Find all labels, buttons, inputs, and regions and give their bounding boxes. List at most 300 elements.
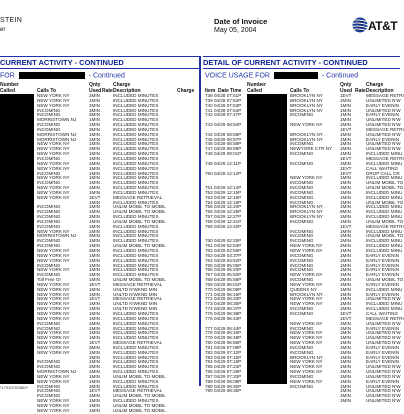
table-cell: INCOMING xyxy=(37,209,61,215)
table-cell: 3MIN xyxy=(89,126,100,132)
right-section-title: DETAIL OF CURRENT ACTIVITY - CONTINUED xyxy=(203,56,400,69)
table-cell: INCOMING xyxy=(37,325,61,331)
table-cell: UNLIMITED N'W xyxy=(366,296,401,302)
table-cell: UNLIMITED N'W xyxy=(366,97,401,103)
table-cell: INCLUDED MINUTES xyxy=(113,383,159,389)
table-cell: 1EVT xyxy=(340,93,352,98)
table-cell: INCOMING xyxy=(290,267,314,273)
table-cell: INCOMING xyxy=(290,310,314,316)
table-cell: 1MIN xyxy=(340,296,351,302)
table-cell: INCLUDED MINU xyxy=(366,238,403,244)
table-cell: 1MIN xyxy=(89,218,100,224)
table-cell: 1MIN xyxy=(340,291,351,297)
table-cell: 1MIN xyxy=(340,204,351,210)
table-cell: 1MIN xyxy=(340,340,351,346)
table-cell: INCLUDED MINUTES xyxy=(113,107,159,113)
left-calls-to-column xyxy=(37,93,89,413)
table-cell: MESSAGE RETRIEVAL xyxy=(113,281,163,287)
table-cell: BROOKLYN NY xyxy=(290,97,323,103)
table-cell: NEW YORK NY xyxy=(290,272,323,278)
table-cell: 1MIN xyxy=(340,180,351,186)
table-cell: NEWYORK CTR NY xyxy=(290,146,333,152)
table-cell: 744 04/29 08:55P xyxy=(205,131,242,137)
table-cell: 761 04/29 02:53P xyxy=(205,243,242,249)
table-cell: NEW YORK NY xyxy=(290,301,323,307)
table-cell: NEW YORK NY xyxy=(37,315,70,321)
table-cell: 1EVT xyxy=(89,281,101,287)
table-cell: 1MIN xyxy=(89,209,100,215)
table-cell: NEW YORK NY xyxy=(37,291,70,297)
table-cell: 1MIN xyxy=(340,286,351,292)
table-cell: MESSAGE RETRIEVAL xyxy=(113,388,163,394)
table-cell: NEW YORK NY xyxy=(37,102,70,108)
table-cell: 784 04/29 07:18P xyxy=(205,359,242,365)
right-item-date-time-column xyxy=(205,93,247,394)
table-cell: INCLUDED MINU xyxy=(366,160,403,166)
table-cell: INCOMING xyxy=(290,160,314,166)
table-cell: UNLIMITED N'W xyxy=(366,369,401,375)
table-cell: 1MIN xyxy=(89,136,100,142)
table-cell: UNLTD N'WKND MIN xyxy=(113,291,158,297)
table-cell: MESSAGE RETRIEVAL xyxy=(113,340,163,346)
table-cell: 1MIN xyxy=(340,117,351,123)
table-cell: INCLUDED MINU xyxy=(366,228,403,234)
table-cell: 774 04/29 06:37P xyxy=(205,306,242,312)
table-cell: 779 04/29 06:48P xyxy=(205,335,242,341)
table-cell: 752 04/29 12:15P xyxy=(205,189,242,195)
table-cell: UNLIMITED N'W xyxy=(366,383,401,389)
right-header-used-label: Used xyxy=(340,88,353,94)
table-cell: BROOKLYN NY xyxy=(290,131,323,137)
table-cell: MORRISTOWN NJ xyxy=(37,369,77,375)
table-cell: INCLUDED MINUTES xyxy=(113,398,159,404)
table-cell: INCOMING xyxy=(290,141,314,147)
table-cell: 2MIN xyxy=(89,146,100,152)
left-qnty-column xyxy=(89,93,103,413)
table-cell: NEW YORK NY xyxy=(37,194,70,200)
table-cell: NEW YORK NY xyxy=(37,378,70,384)
table-cell: INCOMING xyxy=(290,349,314,355)
table-cell: 1MIN xyxy=(89,223,100,229)
table-cell: MORRISTOWN NJ xyxy=(37,117,77,123)
table-cell: INCOMING xyxy=(290,218,314,224)
table-cell: NEW YORK NY xyxy=(37,165,70,171)
table-cell: INCLUDED MINUTES xyxy=(113,117,159,123)
table-cell: 1MIN xyxy=(89,165,100,171)
table-cell: UNLIMITED N'W xyxy=(366,398,401,404)
table-cell: INCLUDED MINUTES xyxy=(113,223,159,229)
table-cell: 1MIN xyxy=(340,189,351,195)
table-cell: NEW YORK NY xyxy=(290,359,323,365)
table-cell: INCLUDED MINU xyxy=(366,243,403,249)
table-cell: 742 04/29 07:47P xyxy=(205,112,242,118)
table-cell: NEW YORK NY xyxy=(290,281,323,287)
table-cell: INCOMING xyxy=(37,112,61,118)
table-cell: 1MIN xyxy=(340,238,351,244)
table-cell xyxy=(205,404,247,409)
table-cell: NEW YORK NY xyxy=(37,248,70,253)
left-numbers-redaction xyxy=(0,94,34,384)
table-cell: INCLUDED MINUTES xyxy=(113,315,159,321)
table-cell: 776 04/29 06:43P xyxy=(205,315,242,321)
table-cell: 1MIN xyxy=(89,180,100,186)
left-header-qnty-label: Qnty xyxy=(89,82,101,88)
table-cell: INCOMING xyxy=(290,277,314,283)
table-cell: INCLUDED MINU xyxy=(366,175,403,181)
table-cell: 1MIN xyxy=(89,155,100,161)
table-cell: INCOMING xyxy=(290,189,314,195)
right-header-qnty-label: Qnty xyxy=(340,82,352,88)
table-cell: 1MIN xyxy=(340,257,351,263)
table-cell: BROOKLYN NY xyxy=(290,136,323,142)
table-cell: 1MIN xyxy=(89,315,100,321)
table-cell: NEW YORK NY xyxy=(290,122,323,128)
table-cell: INCLUDED MINUTES xyxy=(113,238,159,244)
table-cell: 760 04/29 02:25P xyxy=(205,238,242,244)
table-cell: MESSAGE RETRIEVAL xyxy=(113,296,163,302)
table-cell: INCOMING xyxy=(37,155,61,161)
table-cell: 1MIN xyxy=(89,267,100,273)
table-cell: EARLY EVENIN xyxy=(366,354,400,360)
table-cell: INCLUDED MINUTES xyxy=(113,330,159,336)
table-cell: 767 04/29 05:50P xyxy=(205,272,242,278)
table-cell: NEW YORK NY xyxy=(37,349,70,355)
table-cell: INCLUDED MINUTES xyxy=(113,233,159,239)
document-barcode-id: *1752070S850* xyxy=(0,385,29,390)
table-cell: NEW YORK NY xyxy=(290,330,323,336)
table-cell: 3MIN xyxy=(89,233,100,239)
table-cell: NEW YORK NY xyxy=(37,335,70,341)
table-cell: UNLIMITED N'W xyxy=(366,335,401,341)
table-cell: INCLUDED MINU xyxy=(366,194,403,200)
table-cell: 1MIN xyxy=(340,122,351,128)
table-cell: 1MIN xyxy=(89,335,100,341)
table-cell: UNLIMITED N'W xyxy=(366,393,401,399)
table-cell: UNLIMITED N'W xyxy=(366,141,401,147)
table-cell: UNLIMITED N'W xyxy=(366,364,401,370)
table-cell: EARLY EVENIN xyxy=(366,136,400,142)
table-cell: 1EVT xyxy=(340,310,352,316)
table-cell: EARLY EVENIN xyxy=(366,281,400,287)
table-cell: INCOMING xyxy=(290,373,314,379)
table-cell: 1MIN xyxy=(89,257,100,263)
table-cell: 739 04/28 07:52P xyxy=(205,97,242,103)
table-cell: BROOKLYN NY xyxy=(290,102,323,108)
table-cell: 781 04/29 07:09P xyxy=(205,344,242,350)
table-cell: 1MIN xyxy=(89,189,100,195)
table-cell: 1MIN xyxy=(340,398,351,404)
table-cell: 3MIN xyxy=(89,112,100,118)
table-cell: NEW YORK NY xyxy=(290,243,323,249)
table-cell xyxy=(290,399,340,404)
table-cell: INCOMING xyxy=(37,262,61,268)
table-cell: NEW YORK NY xyxy=(37,175,70,181)
table-cell: 1MIN xyxy=(89,272,100,278)
left-header-called-label: Called xyxy=(0,88,16,94)
table-cell: NEW YORK NY xyxy=(37,97,70,103)
table-cell: 1MIN xyxy=(89,122,100,128)
table-cell: INCLUDED MINUTES xyxy=(113,93,159,98)
table-cell: UNLIM MOBIL TO MOBIL xyxy=(113,407,166,413)
table-cell: 790 04/29 08:35P xyxy=(205,388,242,394)
left-usage-subheader xyxy=(0,72,125,79)
table-cell: 747 04/29 08:59P xyxy=(205,146,242,152)
table-cell: 1MIN xyxy=(340,301,351,307)
table-cell: INCOMING xyxy=(37,170,61,176)
table-cell: UNLIMITED N'W xyxy=(366,146,401,152)
table-cell: UNLIM MOBIL TO xyxy=(366,180,404,186)
table-cell: INCOMING xyxy=(37,126,61,132)
right-header-calls-to: Calls To xyxy=(290,88,310,94)
table-cell: 2MIN xyxy=(89,354,100,360)
table-cell: BROOKLYN NY xyxy=(290,93,323,98)
table-cell: 1MIN xyxy=(340,107,351,113)
table-cell: UNLIM MOBIL TO xyxy=(366,199,404,205)
right-header-number-label: Number xyxy=(247,82,266,88)
table-cell: 1MIN xyxy=(340,233,351,239)
table-cell: INCLUDED MINUTES xyxy=(113,369,159,375)
table-cell: 1MIN xyxy=(340,97,351,103)
table-cell: INCLUDED MINU xyxy=(366,214,403,220)
table-cell: INCLUDED MINUTES xyxy=(113,359,159,365)
table-cell: 1MIN xyxy=(340,146,351,152)
table-cell: NEW YORK NY xyxy=(290,248,323,253)
table-cell: BROOKLYN NY xyxy=(290,214,323,220)
table-cell: 769 04/29 06:01P xyxy=(205,281,242,287)
right-desc-column xyxy=(366,93,404,404)
table-cell: 1MIN xyxy=(89,228,100,234)
table-cell: 1MIN xyxy=(340,218,351,224)
table-cell: 1MIN xyxy=(89,306,100,312)
right-header-time: Time xyxy=(230,88,242,94)
table-cell: 1MIN xyxy=(89,185,100,191)
table-cell: 1MIN xyxy=(89,310,100,316)
table-cell: MESSAGE RETRI xyxy=(366,155,404,161)
left-usage-suffix: - Continued xyxy=(88,72,125,80)
table-cell: 787 04/29 07:33P xyxy=(205,373,242,379)
table-cell: INCLUDED MINUTES xyxy=(113,272,159,278)
right-header-rate: Rate xyxy=(355,88,366,94)
table-cell: NEW YORK NY xyxy=(37,93,70,98)
table-cell: NEW YORK NY xyxy=(37,306,70,312)
table-cell: 1MIN xyxy=(89,320,100,326)
table-cell: 1MIN xyxy=(89,243,100,249)
table-cell: BROOKLYN NY xyxy=(290,291,323,297)
table-cell: 1MIN xyxy=(89,141,100,147)
table-cell: EARLY EVENIN xyxy=(366,257,400,263)
right-header-date: Date xyxy=(218,88,229,94)
table-cell: 783 04/29 07:15P xyxy=(205,354,242,360)
table-cell: 775 04/29 06:38P xyxy=(205,310,242,316)
table-cell: 748 04/29 09:01P xyxy=(205,151,242,157)
table-cell: INCOMING xyxy=(290,112,314,118)
table-cell: INCOMING xyxy=(37,180,61,186)
table-cell: INCLUDED MINUTES xyxy=(113,141,159,147)
table-cell: INCLUDED MINUTES xyxy=(113,199,159,205)
table-cell: UNLIMITED N'W xyxy=(366,122,401,128)
table-cell: 1MIN xyxy=(340,131,351,137)
table-cell: 2MIN xyxy=(340,243,351,249)
table-cell: 738 04/28 07:51P xyxy=(205,93,242,98)
table-cell: 755 04/29 12:20P xyxy=(205,204,242,210)
right-numbers-redaction xyxy=(247,94,287,384)
right-calls-to-column xyxy=(290,93,340,389)
table-cell: 1MIN xyxy=(89,252,100,258)
table-cell: INCOMING xyxy=(290,228,314,234)
table-cell: 1MIN xyxy=(89,378,100,384)
att-logo-text: AT&T xyxy=(368,19,398,33)
right-header-charge-desc: Charge Description xyxy=(366,82,394,94)
table-cell: MESSAGE RETRI xyxy=(366,93,404,98)
table-cell: 758 04/29 12:41P xyxy=(205,218,242,224)
table-cell: EARLY EVENIN xyxy=(366,272,400,278)
table-cell: UNLIM MOBIL TO MOBIL xyxy=(113,209,166,215)
table-cell: INCLUDED MINUTES xyxy=(113,364,159,370)
table-cell: 1MIN xyxy=(89,373,100,379)
table-cell: 759 04/29 12:42P xyxy=(205,223,242,229)
customer-name-fragment: STEIN xyxy=(0,17,23,24)
redaction-bar xyxy=(274,72,318,79)
table-cell: 1EVT xyxy=(89,296,101,302)
table-cell: MORRISTOWN NJ xyxy=(37,131,77,137)
table-cell: INCLUDED MINUTES xyxy=(113,214,159,220)
table-cell: 1MIN xyxy=(89,277,100,283)
table-cell: 788 04/29 08:08P xyxy=(205,378,242,384)
table-cell: 1MIN xyxy=(340,272,351,278)
table-cell: INCLUDED MINUTES xyxy=(113,189,159,195)
table-cell: UNLIMITED N'W xyxy=(366,117,401,123)
table-cell: UNLIMITED N'W xyxy=(366,330,401,336)
table-cell: 1MIN xyxy=(89,204,100,210)
table-cell: 1MIN xyxy=(340,306,351,312)
table-cell: UNLIMITED N'W xyxy=(366,131,401,137)
table-cell: 1MIN xyxy=(89,117,100,123)
table-cell: UNLIM MOBIL TO xyxy=(366,185,404,191)
table-cell: EARLY EVENIN xyxy=(366,349,400,355)
table-cell: UNLIM MOBIL TO xyxy=(366,277,404,283)
table-cell: INCOMING xyxy=(290,233,314,239)
table-cell: 1MIN xyxy=(340,102,351,108)
table-cell: UNLIM MOBIL TO MOBIL xyxy=(113,403,166,408)
table-cell: INCLUDED MINUTES xyxy=(113,180,159,186)
table-cell: EARLY EVENIN xyxy=(366,378,400,384)
table-cell: 1MIN xyxy=(89,286,100,292)
table-cell: NEW YORK NY xyxy=(37,296,70,302)
table-cell: INCLUDED MINUTES xyxy=(113,349,159,355)
table-cell: INCLUDED MINUTES xyxy=(113,151,159,157)
table-cell: 1MIN xyxy=(89,369,100,375)
table-cell: INCOMING xyxy=(290,262,314,268)
table-cell: INCOMING xyxy=(290,257,314,263)
table-cell: INCOMING xyxy=(37,223,61,229)
table-cell: INCLUDED MINUTES xyxy=(113,252,159,258)
table-cell: MESSAGE RETRIEVAL xyxy=(113,194,163,200)
table-cell: EARLY EVENIN xyxy=(366,262,400,268)
table-cell: 1MIN xyxy=(340,393,351,399)
table-cell: NEW YORK NY xyxy=(37,257,70,263)
table-cell: 1MIN xyxy=(340,359,351,365)
table-cell: INCOMING xyxy=(290,194,314,200)
table-cell: EARLY EVENIN xyxy=(366,267,400,273)
table-cell: CALL WAITING xyxy=(366,165,399,171)
table-cell: INCLUDED MINUTES xyxy=(113,335,159,341)
table-cell: 1EVT xyxy=(340,165,352,171)
table-cell: NEW YORK NY xyxy=(37,267,70,273)
table-cell: INCOMING xyxy=(37,243,61,249)
table-cell: 1EVT xyxy=(340,126,352,132)
table-cell: INCOMING xyxy=(290,151,314,157)
table-cell: NEW YORK NY xyxy=(290,340,323,346)
table-cell: 1MIN xyxy=(340,194,351,200)
table-cell: 772 04/29 06:33P xyxy=(205,296,242,302)
table-cell: NEW YORK NY xyxy=(37,407,70,413)
table-cell: NEW YORK NY xyxy=(290,175,323,181)
table-cell: 1MIN xyxy=(89,407,100,413)
table-cell: NEW YORK NY xyxy=(37,228,70,234)
table-cell: NEW YORK NY xyxy=(37,252,70,258)
table-cell: NEW YORK NY xyxy=(37,310,70,316)
table-cell: 1MIN xyxy=(89,199,100,205)
table-cell: 1MIN xyxy=(340,141,351,147)
table-cell: INCOMING xyxy=(37,107,61,113)
table-cell: INCLUDED MINU xyxy=(366,286,403,292)
table-cell: INCLUDED MINUTES xyxy=(113,267,159,273)
table-cell: 2MIN xyxy=(89,102,100,108)
table-cell: INCLUDED MINUTES xyxy=(113,165,159,171)
table-cell: 1MIN xyxy=(340,199,351,205)
table-cell: 1MIN xyxy=(89,262,100,268)
left-desc-column xyxy=(113,93,179,413)
table-cell: INCLUDED MINUTES xyxy=(113,160,159,166)
table-cell: INCLUDED MINUTES xyxy=(113,378,159,384)
table-cell: 1MIN xyxy=(340,354,351,360)
table-cell: MORRISTOWN NJ xyxy=(37,233,77,239)
table-cell: EARLY EVENIN xyxy=(366,112,400,118)
right-header-item: Item xyxy=(205,88,216,94)
table-cell: UNLTD N'WKND MIN xyxy=(113,286,158,292)
table-cell: INCLUDED MINUTES xyxy=(113,146,159,152)
table-cell: MESSAGE RETRI xyxy=(366,126,404,132)
table-cell: NEW YORK NY xyxy=(37,398,70,404)
table-cell: 1MIN xyxy=(340,267,351,273)
table-cell: 3MIN xyxy=(89,107,100,113)
table-cell: NEW YORK NY xyxy=(37,160,70,166)
table-cell: INCOMING xyxy=(290,325,314,331)
table-cell: 2MIN xyxy=(89,364,100,370)
table-cell: 1MIN xyxy=(89,349,100,355)
table-cell: 1EVT xyxy=(340,170,352,176)
table-cell: 786 04/29 07:28P xyxy=(205,369,242,375)
table-cell: 8MIN xyxy=(340,209,351,215)
table-cell: UNLIM MOBIL TO MOBIL xyxy=(113,204,166,210)
table-cell: INCOMING xyxy=(290,306,314,312)
table-cell: NEW YORK NY xyxy=(37,189,70,195)
table-cell: QUEENS NY xyxy=(290,286,318,292)
table-cell: 1EVT xyxy=(340,315,352,321)
table-cell: 1MIN xyxy=(89,131,100,137)
table-cell: 1EVT xyxy=(89,194,101,200)
table-cell: NEW YORK NY xyxy=(37,146,70,152)
table-cell: UNLIM MOBIL TO MOBIL xyxy=(113,277,166,283)
table-cell: 1MIN xyxy=(89,160,100,166)
table-cell: 1MIN xyxy=(340,214,351,220)
table-cell: UNLIM MOBIL TO MOBIL xyxy=(113,393,166,399)
table-cell: INCLUDED MINUTES xyxy=(113,257,159,263)
table-cell: INCLUDED MINU xyxy=(366,306,403,312)
table-cell: EARLY EVENIN xyxy=(366,359,400,365)
table-cell: 1MIN xyxy=(89,291,100,297)
table-cell: NEW YORK NY xyxy=(37,151,70,157)
